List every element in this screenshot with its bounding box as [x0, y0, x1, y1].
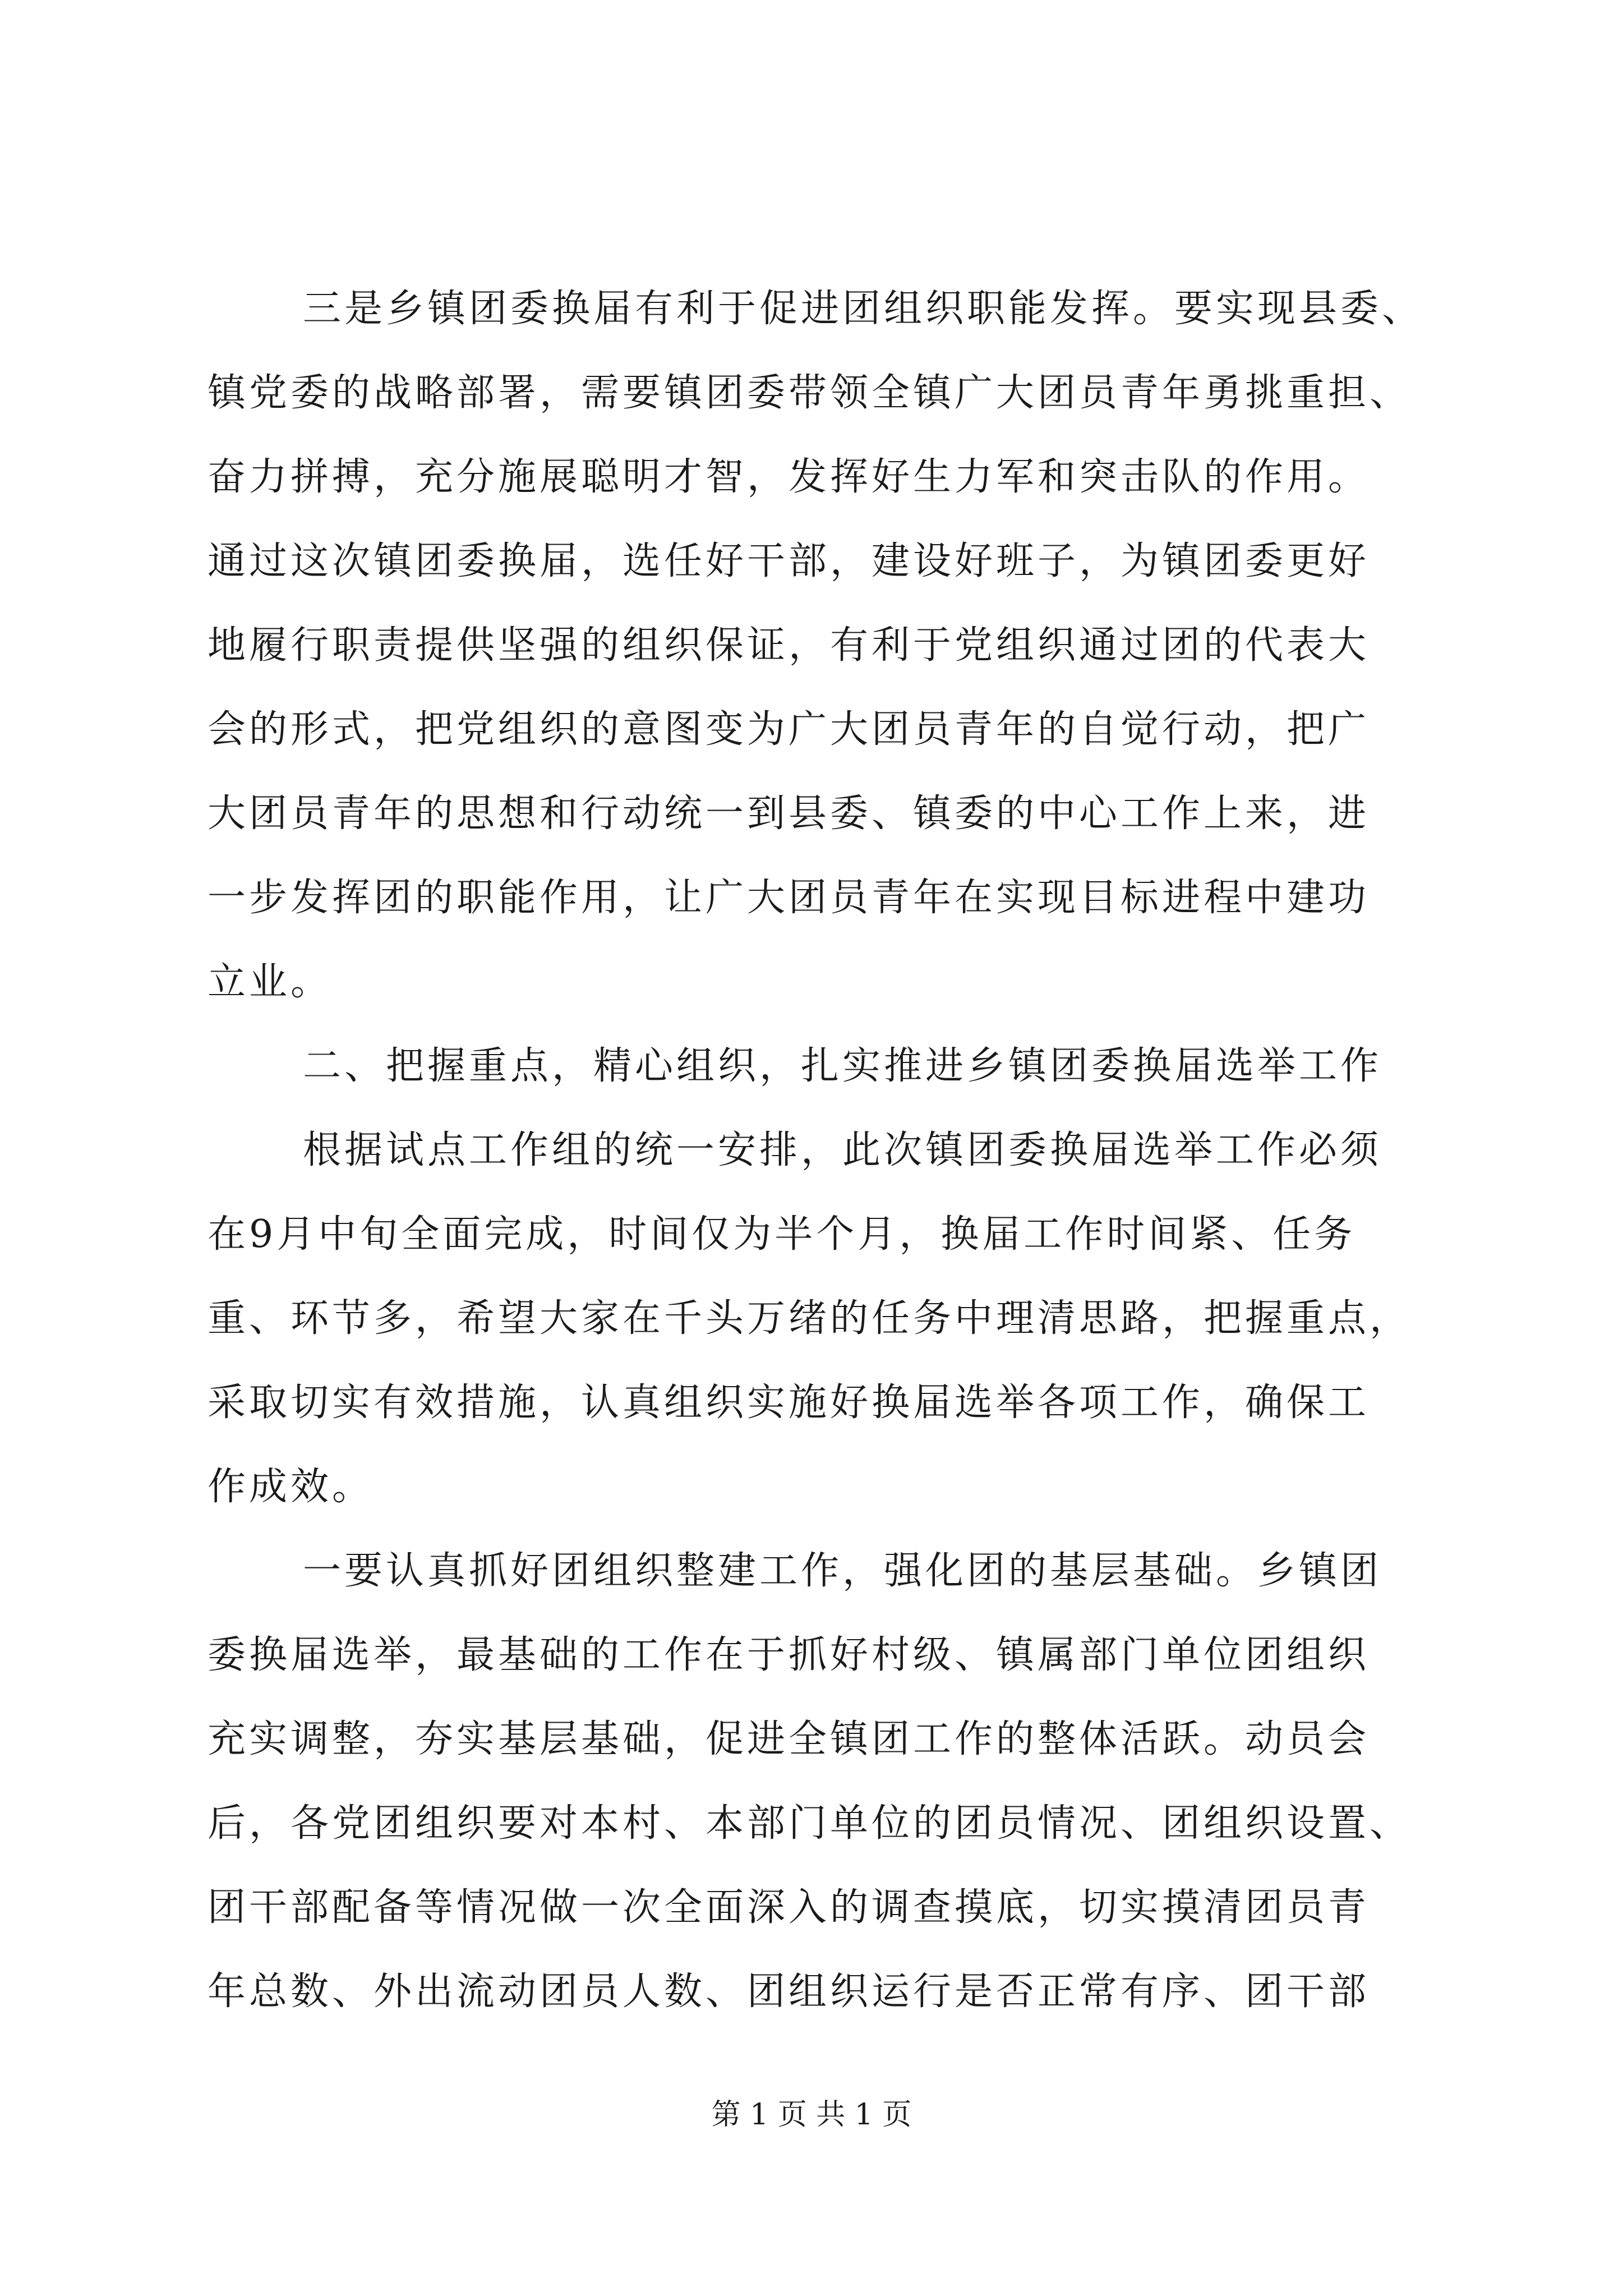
text-line: 大团员青年的思想和行动统一到县委、镇委的中心工作上来，进	[208, 792, 1370, 836]
text-line: 采取切实有效措施，认真组织实施好换届选举各项工作，确保工	[208, 1381, 1370, 1425]
text-line: 团干部配备等情况做一次全面深入的调查摸底，切实摸清团员青	[208, 1885, 1370, 1930]
text-line: 会的形式，把党组织的意图变为广大团员青年的自觉行动，把广	[208, 707, 1370, 752]
page-footer: 第 1 页 共 1 页	[711, 2098, 912, 2132]
section-heading: 二、把握重点，精心组织，扎实推进乡镇团委换届选举工作	[303, 1044, 1382, 1088]
text-line: 三是乡镇团委换届有利于促进团组织职能发挥。要实现县委、	[303, 287, 1424, 331]
text-line: 后，各党团组织要对本村、本部门单位的团员情况、团组织设置、	[208, 1801, 1412, 1846]
text-line: 根据试点工作组的统一安排，此次镇团委换届选举工作必须	[303, 1128, 1382, 1172]
text-line: 立业。	[208, 960, 333, 1004]
text-line: 作成效。	[208, 1465, 374, 1509]
text-line: 镇党委的战略部署，需要镇团委带领全镇广大团员青年勇挑重担、	[208, 371, 1412, 415]
text-line: 一步发挥团的职能作用，让广大团员青年在实现目标进程中建功	[208, 876, 1370, 920]
text-line: 委换届选举，最基础的工作在于抓好村级、镇属部门单位团组织	[208, 1633, 1370, 1677]
text-line: 奋力拼搏，充分施展聪明才智，发挥好生力军和突击队的作用。	[208, 455, 1370, 499]
text-line: 年总数、外出流动团员人数、团组织运行是否正常有序、团干部	[208, 1970, 1370, 2014]
text-line: 一要认真抓好团组织整建工作，强化团的基层基础。乡镇团	[303, 1549, 1382, 1593]
text-line: 通过这次镇团委换届，选任好干部，建设好班子，为镇团委更好	[208, 539, 1370, 583]
text-line: 地履行职责提供坚强的组织保证，有利于党组织通过团的代表大	[208, 623, 1370, 668]
text-line: 重、环节多，希望大家在千头万绪的任务中理清思路，把握重点，	[208, 1296, 1412, 1341]
text-line: 充实调整，夯实基层基础，促进全镇团工作的整体活跃。动员会	[208, 1717, 1370, 1761]
text-line: 在9月中旬全面完成，时间仅为半个月，换届工作时间紧、任务	[208, 1212, 1356, 1257]
